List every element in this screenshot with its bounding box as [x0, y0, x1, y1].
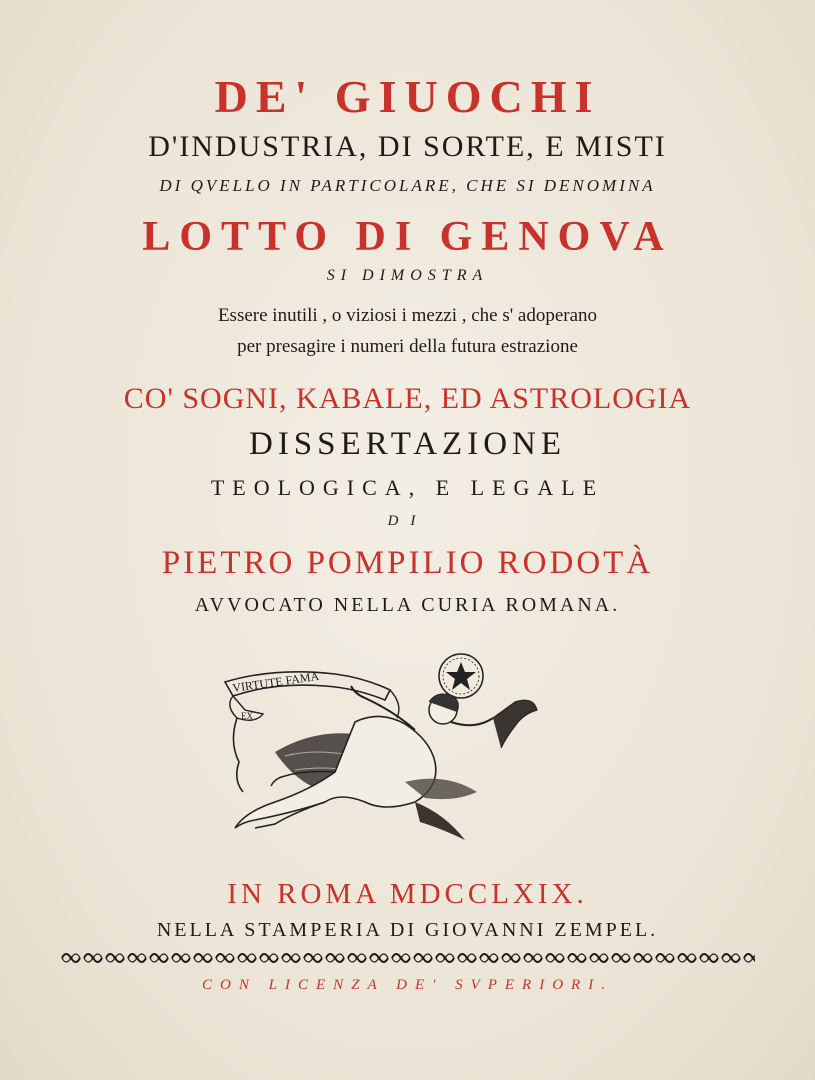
author-name: PIETRO POMPILIO RODOTÀ: [161, 545, 654, 581]
book-subtitle: D'INDUSTRIA, DI SORTE, E MISTI: [148, 130, 667, 163]
banner-tail-text: EX: [241, 711, 253, 721]
di-label: DI: [387, 513, 428, 529]
genre-subheading: TEOLOGICA, E LEGALE: [210, 475, 605, 500]
description-line-1: Essere inutili , o viziosi i mezzi , che s' adoperano: [217, 305, 598, 326]
genre-heading: DISSERTAZIONE: [248, 426, 567, 462]
methods-line: CO' SOGNI, KABALE, ED ASTROLOGIA: [123, 382, 692, 415]
si-dimostra: SI DIMOSTRA: [326, 267, 489, 284]
lottery-name: LOTTO DI GENOVA: [142, 214, 673, 260]
license-line: CON LICENZA DE' SVPERIORI.: [202, 977, 613, 993]
star-emblem-icon: [439, 654, 483, 698]
banner-motto: VIRTUTE FAMA: [231, 668, 320, 695]
ornamental-divider: [60, 948, 755, 968]
description-line-2: per presagire i numeri della futura estrazione: [237, 336, 578, 357]
author-role: AVVOCATO NELLA CURIA ROMANA.: [194, 594, 621, 616]
place-and-date: IN ROMA MDCCLXIX.: [227, 878, 588, 910]
printer-line: NELLA STAMPERIA DI GIOVANNI ZEMPEL.: [156, 919, 659, 941]
fame-vignette-illustration: [215, 652, 550, 852]
subtitle-phrase: DI QVELLO IN PARTICOLARE, CHE SI DENOMINA: [159, 176, 656, 195]
book-title: DE' GIUOCHI: [214, 71, 601, 122]
